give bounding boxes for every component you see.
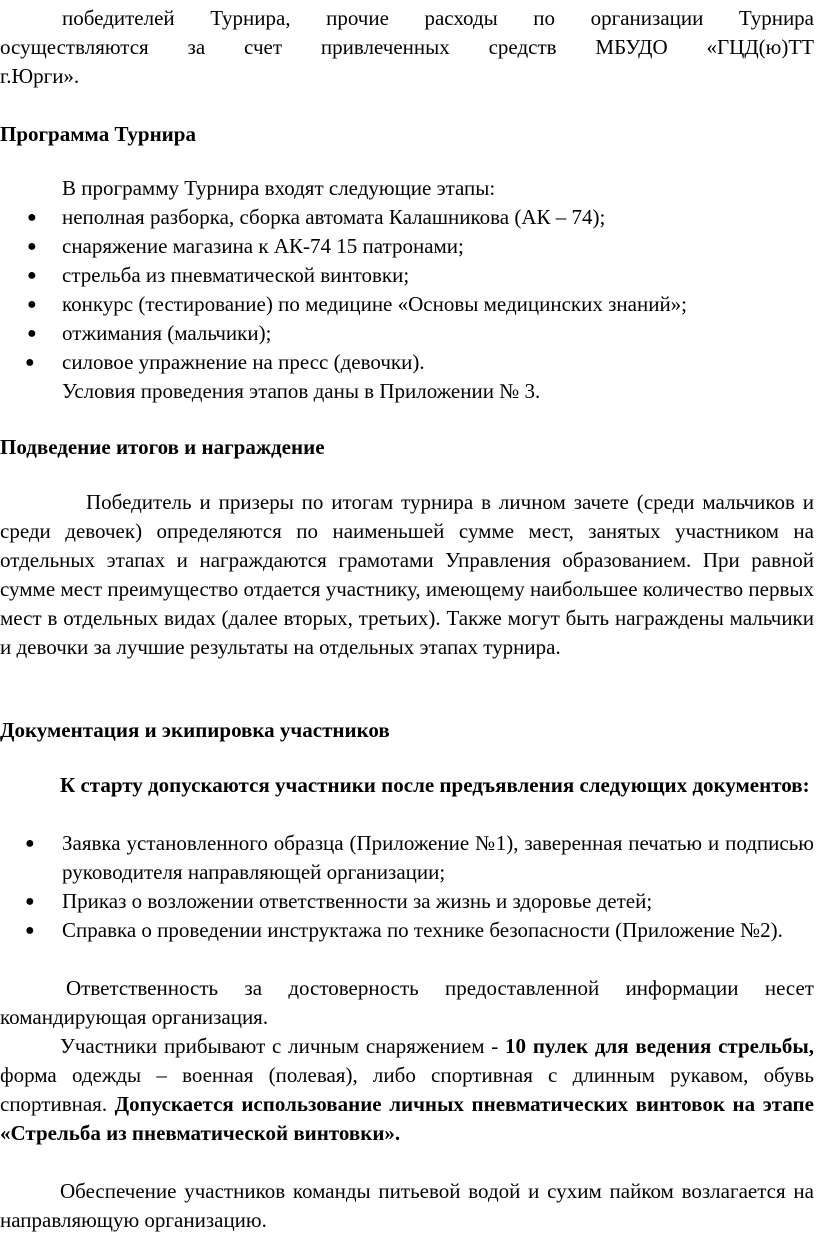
responsibility-paragraph: Ответственность за достоверность предоставленной информации несет командирующая организация. xyxy=(0,976,814,1029)
bullet-icon: ● xyxy=(27,238,37,255)
list-item-text: неполная разборка, сборка автомата Калашникова (АК – 74); xyxy=(62,205,606,229)
bullet-icon: ● xyxy=(27,209,37,226)
list-item xyxy=(0,232,814,261)
equipment-bold-2: Допускается использование личных пневматических винтовок на этапе «Стрельба из пневматической винтовки». xyxy=(0,1092,814,1145)
bullet-icon: ● xyxy=(25,835,35,852)
list-item-text: конкурс (тестирование) по медицине «Основы медицинских знаний»; xyxy=(62,292,688,316)
list-item xyxy=(0,319,814,348)
results-paragraph: Победитель и призеры по итогам турнира в личном зачете (среди мальчиков и среди девочек) определяются по наименьшей сумме мест, занятых участником на отдельных этапах и награждаются грамотами Управления образованием. При равной сумме мест преимущество отдается участнику, имеющему наибольшее количество первых мест в отдельных видах (далее вторых, третьих). Также могут быть награждены мальчики и девочки за лучшие результаты на отдельных этапах турнира. xyxy=(0,490,814,659)
program-note: Условия проведения этапов даны в Приложении № 3. xyxy=(62,379,541,403)
equipment-paragraph xyxy=(0,1032,814,1148)
equipment-text-1: Участники прибывают с личным снаряжением - xyxy=(60,1034,506,1058)
bullet-icon: ● xyxy=(25,893,35,910)
docs-list xyxy=(0,829,814,945)
list-item xyxy=(0,203,814,232)
docs-lead: К старту допускаются участники после предъявления следующих документов: xyxy=(60,773,810,797)
intro-line-3: г.Юрги». xyxy=(0,64,80,88)
list-item-text: Справка о проведении инструктажа по технике безопасности (Приложение №2). xyxy=(62,918,783,942)
list-item-text: Заявка установленного образца (Приложение №1), заверенная печатью и подписью руководителя направляющей организации; xyxy=(62,831,814,884)
bullet-icon: ● xyxy=(27,325,37,342)
list-item xyxy=(0,348,814,377)
list-item xyxy=(0,829,814,887)
bullet-icon: ● xyxy=(25,354,35,371)
list-item-text: Приказ о возложении ответственности за жизнь и здоровье детей; xyxy=(62,889,653,913)
equipment-text-2: форма одежды – военная (полевая), либо спортивная с длинным рукавом, обувь спортивная. xyxy=(0,1063,814,1116)
intro-line-2: осуществляются за счет привлеченных средств МБУДО «ГЦД(ю)ТТ xyxy=(0,35,814,59)
list-item-text: снаряжение магазина к АК-74 15 патронами; xyxy=(62,234,464,258)
bullet-icon: ● xyxy=(27,267,37,284)
list-item-text: отжимания (мальчики); xyxy=(62,321,272,345)
equipment-bold-1: 10 пулек для ведения стрельбы, xyxy=(505,1034,814,1058)
list-item-text: стрельба из пневматической винтовки; xyxy=(62,263,410,287)
list-item xyxy=(0,887,814,916)
program-stage-list xyxy=(0,203,814,377)
list-item-text: силовое упражнение на пресс (девочки). xyxy=(62,350,425,374)
intro-line-1: победителей Турнира, прочие расходы по организации Турнира xyxy=(62,6,814,30)
list-item xyxy=(0,916,814,945)
results-heading: Подведение итогов и награждение xyxy=(0,435,325,459)
bullet-icon: ● xyxy=(25,922,35,939)
docs-heading: Документация и экипировка участников xyxy=(0,718,390,742)
supply-paragraph: Обеспечение участников команды питьевой водой и сухим пайком возлагается на направляющую организацию. xyxy=(0,1179,814,1232)
list-item xyxy=(0,290,814,319)
program-heading: Программа Турнира xyxy=(0,122,196,146)
list-item xyxy=(0,261,814,290)
bullet-icon: ● xyxy=(27,296,37,313)
program-lead: В программу Турнира входят следующие этапы: xyxy=(62,176,496,200)
